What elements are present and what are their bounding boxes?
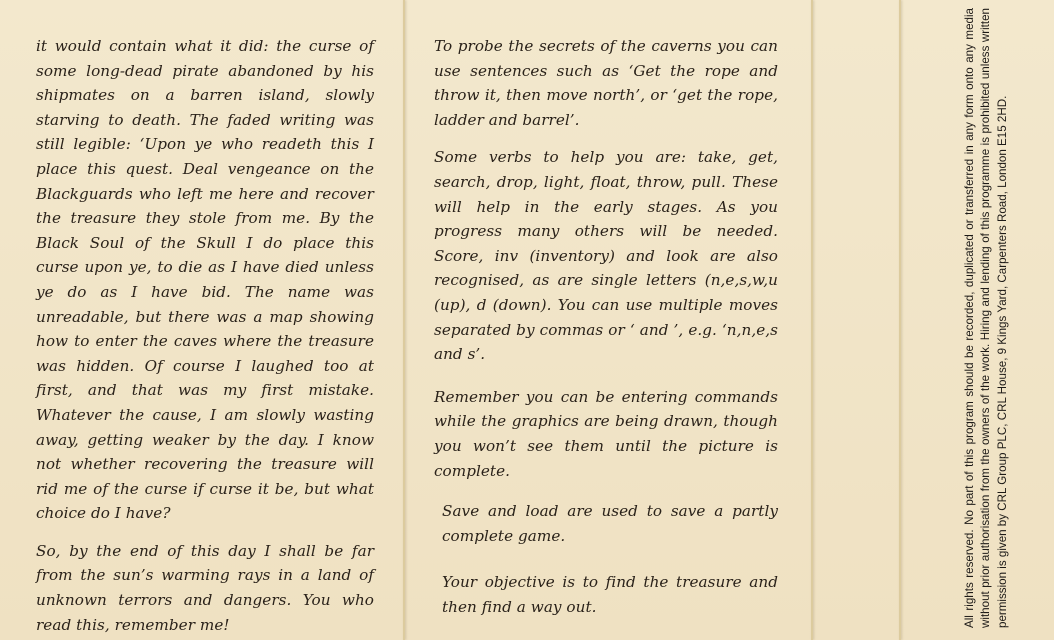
instructions-paragraph: Your objective is to find the treasure and then find a way out. [442, 573, 778, 616]
instructions-paragraph: Remember you can be entering commands while the graphics are being drawn, though you won’t see them until the picture is complete. [434, 387, 778, 480]
spine-panel [812, 0, 900, 640]
story-paragraph: So, by the end of this day I shall be far from the sun’s warming rays in a land of unknown terrors and dangers. You who read this, remember me! [36, 541, 374, 634]
instructions-paragraph: Some verbs to help you are: take, get, search, drop, light, float, throw, pull. These will help in the early stages. As you progress many others will be needed. Score, inv (inventory) and look are also recognised, as are single letters (n,e,s,w,u (up), d (down). You can use multiple moves separated by commas or ‘ and ’, e.g. ‘n,n,e,s and s’. [434, 148, 778, 364]
legal-notice: All rights reserved. No part of this program should be recorded, duplicated or transferred in any form onto any media without prior authorisation from the owners of the work. Hiring and lending of this programme is prohibited unless written permission is given by CRL Group PLC, CRL House, 9 Kings Yard, Carpenters Road, London E15 2HD. [963, 8, 1009, 628]
story-panel [0, 0, 404, 640]
story-paragraph: it would contain what it did: the curse of some long-dead pirate abandoned by his shipmates on a barren island, slowly starving to death. The faded writing was still legible: ‘Upon ye who readeth this I place this quest. Deal vengeance on the Blackguards who left me here and recover the treasure they stole from me. By the Black Soul of the Skull I do place this curse upon ye, to die as I have died unless ye do as I have bid. The name was unreadable, but there was a map showing how to enter the caves where the treasure was hidden. Of course I laughed too at first, and that was my first mistake. Whatever the cause, I am slowly wasting away, getting weaker by the day. I know not whether recovering the treasure will rid me of the curse if curse it be, but what choice do I have? [36, 37, 374, 523]
instructions-paragraph: Save and load are used to save a partly complete game. [442, 502, 778, 545]
instructions-paragraph: To probe the secrets of the caverns you can use sentences such as ‘Get the rope and throw it, then move north’, or ‘get the rope, ladder and barrel’. [434, 37, 778, 129]
instructions-panel [404, 0, 812, 640]
